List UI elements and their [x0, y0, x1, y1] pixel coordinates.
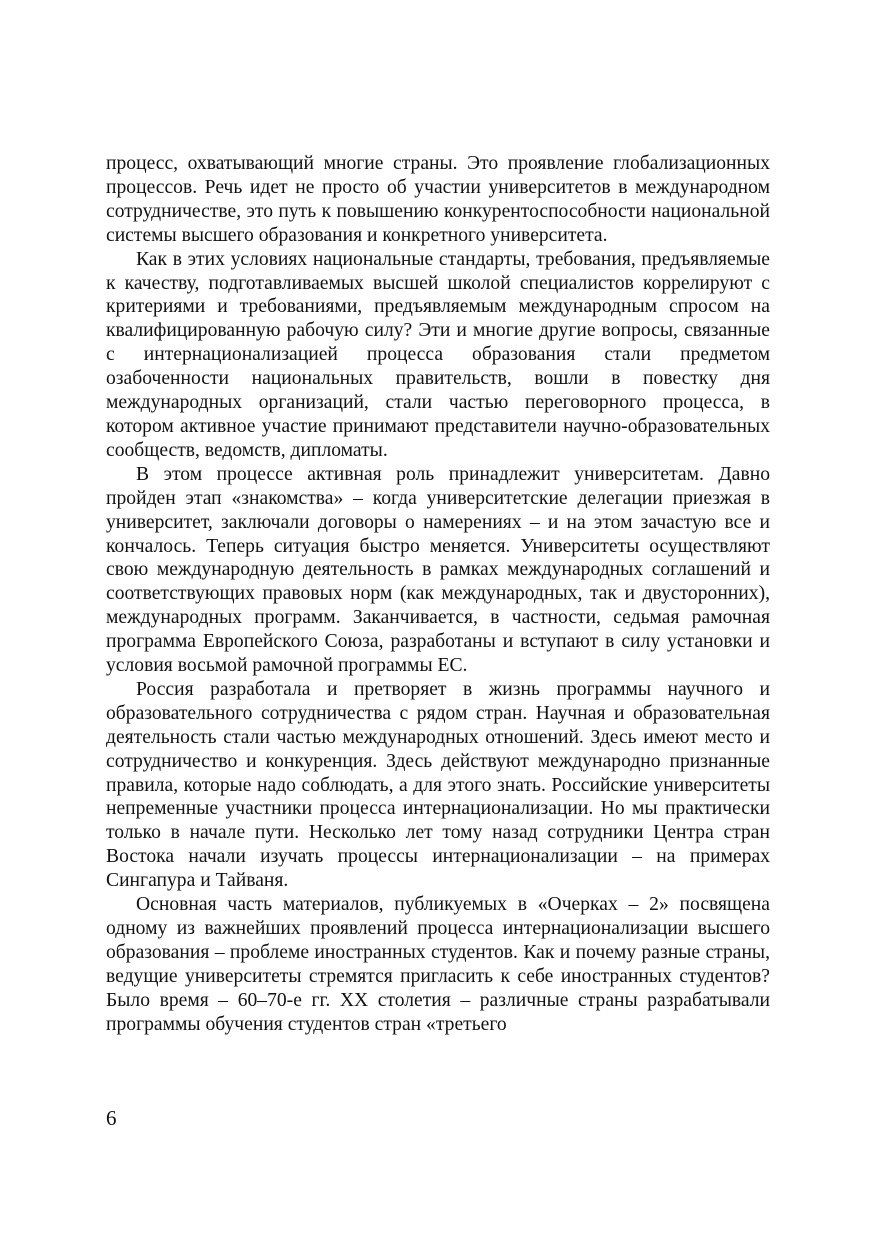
page-number: 6 [106, 1106, 117, 1130]
paragraph-foreign-students: Основная часть материалов, публикуемых в «Очерках – 2» посвящена одному из важнейших проявлений процесса интернационализации высшего образования – проблеме иностранных студентов. Как и почему разные страны, ведущие университеты стремятся пригласить к себе иностранных студентов? Было время – 60–70-е гг. XX столетия – различные страны разрабатывали программы обучения студентов стран «третьего [106, 894, 770, 1035]
paragraph-russia-programs: Россия разработала и претворяет в жизнь программы научного и образовательного сотрудничества с рядом стран. Научная и образовательная деятельность стали частью международных отношений. Здесь имеют место и сотрудничество и конкуренция. Здесь действуют международно признанные правила, которые надо соблюдать, а для этого знать. Российские университеты непременные участники процесса интернационализации. Но мы практически только в начале пути. Несколько лет тому назад сотрудники Центра стран Востока начали изучать процессы интернационализации – на примерах Сингапура и Тайваня. [106, 678, 770, 892]
paragraph-universities-role: В этом процессе активная роль принадлежит университетам. Давно пройден этап «знакомства» – когда университетские делегации приезжая в университет, заключали договоры о намерениях – и на этом зачастую все и кончалось. Теперь ситуация быстро меняется. Университеты осуществляют свою международную деятельность в рамках международных соглашений и соответствующих правовых норм (как международных, так и двусторонних), международных программ. Заканчивается, в частности, седьмая рамочная программа Европейского Союза, разработаны и вступают в силу установки и условия восьмой рамочной программы ЕС. [106, 463, 770, 677]
paragraph-national-standards: Как в этих условиях национальные стандарты, требования, предъявляемые к качеству, подготавливаемых высшей школой специалистов коррелируют с критериями и требованиями, предъявляемым международным спросом на квалифицированную рабочую силу? Эти и многие другие вопросы, связанные с интернационализацией процесса образования стали предметом озабоченности национальных правительств, вошли в повестку дня международных организаций, стали частью переговорного процесса, в котором активное участие принимают представители научно-образовательных сообществ, ведомств, дипломаты. [106, 248, 770, 461]
paragraph-continuation: процесс, охватывающий многие страны. Это проявление глобализационных процессов. Речь идет не просто об участии университетов в международном сотрудничестве, это путь к повышению конкурентоспособности национальной системы высшего образования и конкретного университета. [106, 153, 770, 246]
page-body [106, 152, 770, 1037]
